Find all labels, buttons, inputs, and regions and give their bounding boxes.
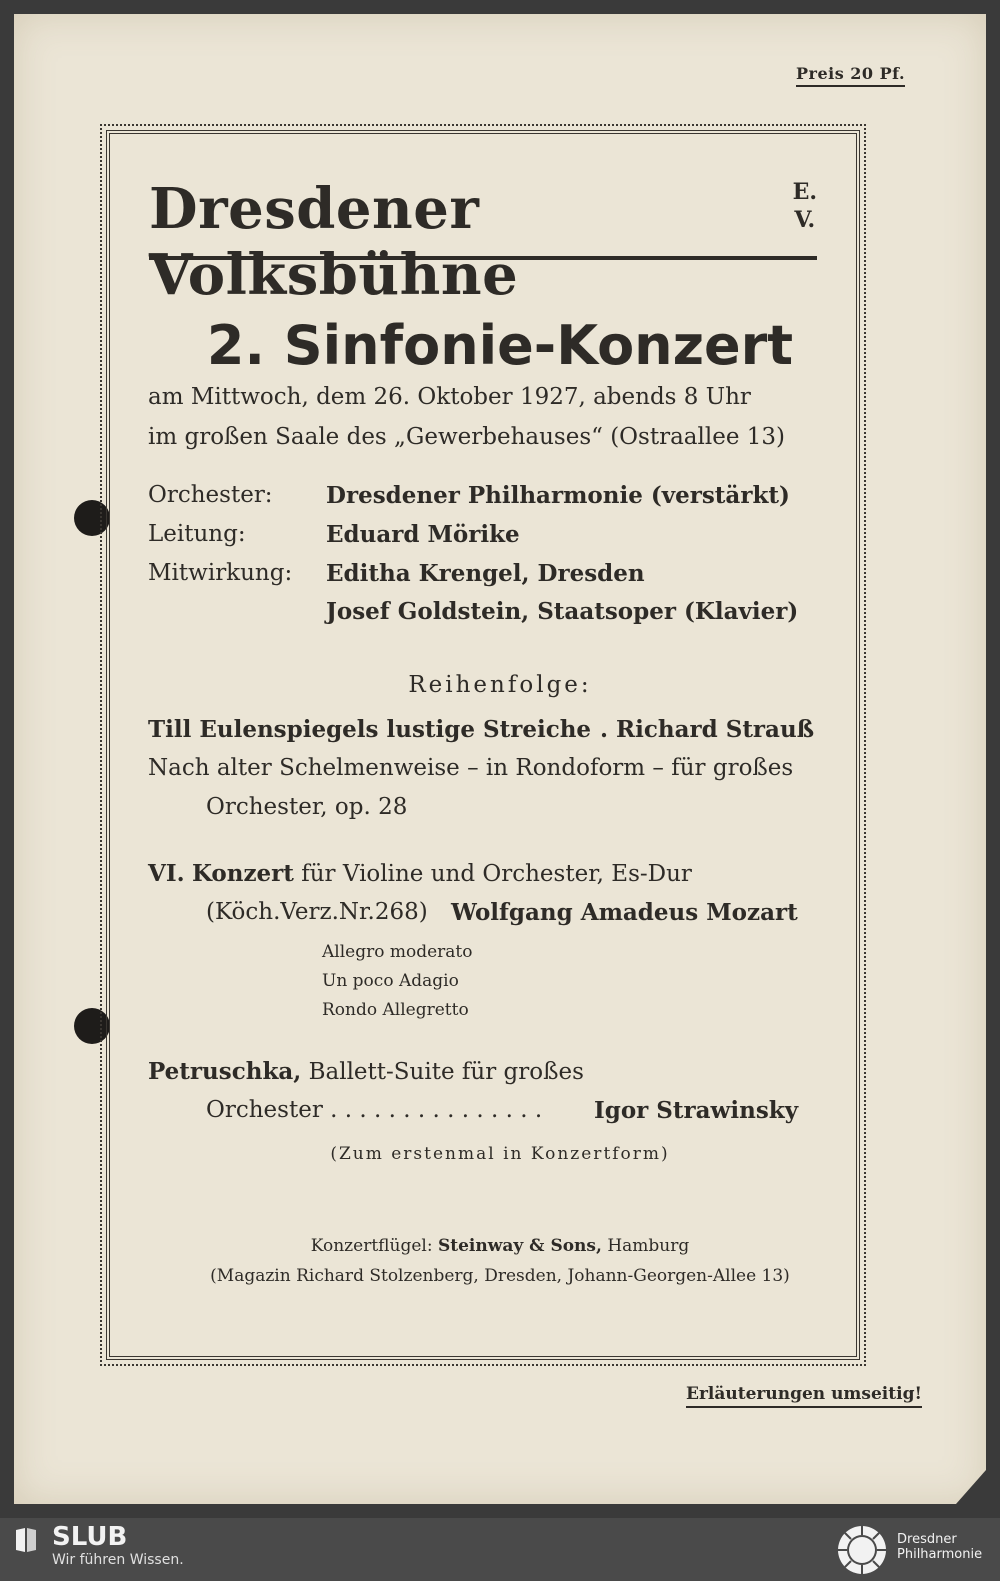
organizer-title: Dresdener Volksbühne [149, 176, 519, 308]
program-heading: Reihenfolge: [408, 672, 592, 698]
date-line: am Mittwoch, dem 26. Oktober 1927, abends 8 Uhr [148, 384, 751, 410]
philharmonie-line-1: Dresdner [897, 1532, 957, 1547]
ev-letter-v: V. [794, 207, 816, 233]
piece2-movement-1: Allegro moderato [322, 942, 473, 962]
credit-label-performers: Mitwirkung: [148, 560, 293, 586]
piece2-title-main: Konzert [191, 860, 294, 887]
piece2-title [148, 860, 692, 887]
piece2-catalog: (Köch.Verz.Nr.268) [206, 899, 428, 925]
piece1-opus: Orchester, op. 28 [206, 794, 408, 820]
torn-corner [956, 1470, 986, 1504]
slub-tagline: Wir führen Wissen. [52, 1552, 184, 1568]
piano-line [14, 1236, 986, 1256]
see-reverse-note: Erläuterungen umseitig! [686, 1384, 922, 1408]
credit-value-orchestra: Dresdener Philharmonie (verstärkt) [326, 482, 790, 509]
price-label: Preis 20 Pf. [796, 64, 905, 87]
punch-hole-top [74, 500, 110, 536]
venue-line: im großen Saale des „Gewerbehauses“ (Ostraallee 13) [148, 424, 785, 450]
concert-title: 2. Sinfonie-Konzert [206, 314, 794, 377]
philharmonie-logo-text[interactable] [897, 1532, 982, 1562]
credit-label-orchestra: Orchester: [148, 482, 273, 508]
piece2-composer: Wolfgang Amadeus Mozart [451, 899, 798, 926]
ev-abbreviation [793, 178, 817, 234]
piece3-orchestra: Orchester [206, 1097, 323, 1123]
header-title-block [149, 176, 817, 308]
piece1-title: Till Eulenspiegels lustige Streiche [148, 716, 592, 743]
piece1-subtitle: Nach alter Schelmenweise – in Rondoform – für großes [148, 755, 794, 781]
piano-shop-line: (Magazin Richard Stolzenberg, Dresden, Johann-Georgen-Allee 13) [210, 1266, 790, 1286]
credit-value-conductor: Eduard Mörike [326, 521, 520, 548]
piece3-title-rest: Ballett-Suite für großes [308, 1059, 584, 1085]
punch-hole-bottom [74, 1008, 110, 1044]
slub-logo-text[interactable]: SLUB [52, 1522, 128, 1552]
piece2-movement-3: Rondo Allegretto [322, 1000, 469, 1020]
book-icon [14, 1526, 38, 1554]
piece1-composer: . Richard Strauß [600, 716, 815, 743]
piano-city: Hamburg [607, 1236, 690, 1256]
credit-value-performer-1: Editha Krengel, Dresden [326, 560, 645, 587]
program-sheet [14, 14, 986, 1504]
piece3-title-main: Petruschka, [148, 1058, 302, 1085]
philharmonie-line-2: Philharmonie [897, 1547, 983, 1562]
piece3-line2 [206, 1097, 542, 1123]
footer-bar [0, 1518, 1000, 1581]
credit-value-performer-2: Josef Goldstein, Staatsoper (Klavier) [326, 598, 799, 625]
piece3-title [148, 1058, 584, 1085]
piano-brand: Steinway & Sons, [437, 1236, 602, 1256]
piece3-note: (Zum erstenmal in Konzertform) [330, 1144, 670, 1164]
ev-letter-e: E. [792, 179, 817, 205]
philharmonie-logo-icon[interactable] [836, 1524, 888, 1576]
piece2-movement-2: Un poco Adagio [322, 971, 459, 991]
piece2-title-rest: für Violine und Orchester, Es-Dur [301, 861, 692, 887]
credit-label-conductor: Leitung: [148, 521, 246, 547]
piece2-number: VI. [148, 860, 185, 887]
piece3-composer: Igor Strawinsky [594, 1097, 799, 1124]
piece3-leader-dots: . . . . . . . . . . . . . . . [322, 1097, 543, 1123]
piano-prefix: Konzertflügel: [310, 1236, 433, 1256]
